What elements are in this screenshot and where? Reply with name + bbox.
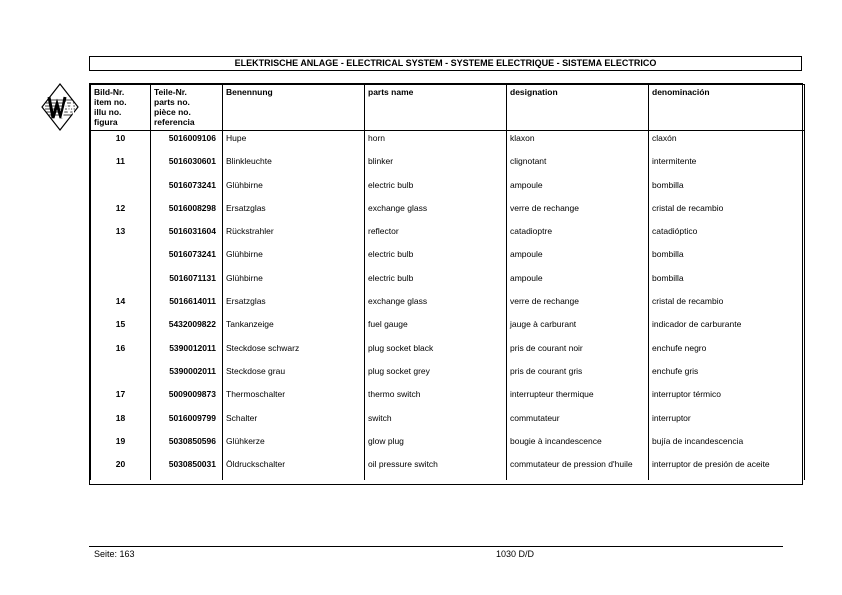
cell-parts-name: plug socket black — [365, 341, 507, 364]
table-header-row — [91, 85, 805, 131]
cell-designation: pris de courant gris — [507, 364, 649, 387]
cell-item-no — [91, 247, 151, 270]
cell-designation: ampoule — [507, 271, 649, 294]
header-bild — [91, 85, 151, 131]
cell-denominacion: enchufe gris — [649, 364, 805, 387]
cell-benennung: Schalter — [223, 411, 365, 434]
cell-denominacion: bombilla — [649, 271, 805, 294]
cell-benennung: Glühkerze — [223, 434, 365, 457]
table-row — [91, 131, 805, 155]
cell-denominacion: cristal de recambio — [649, 294, 805, 317]
header-bild-en: item no. — [94, 97, 127, 107]
table-row — [91, 341, 805, 364]
cell-part-no: 5016030601 — [151, 154, 223, 177]
cell-designation: jauge à carburant — [507, 317, 649, 340]
cell-benennung: Glühbirne — [223, 271, 365, 294]
cell-part-no: 5030850596 — [151, 434, 223, 457]
cell-denominacion: intermitente — [649, 154, 805, 177]
cell-denominacion: bujía de incandescencia — [649, 434, 805, 457]
header-denominacion: denominación — [649, 85, 805, 131]
header-teil-es: referencia — [154, 117, 195, 127]
header-teil — [151, 85, 223, 131]
cell-parts-name: glow plug — [365, 434, 507, 457]
cell-item-no: 12 — [91, 201, 151, 224]
cell-designation: klaxon — [507, 131, 649, 155]
cell-item-no: 10 — [91, 131, 151, 155]
cell-parts-name: thermo switch — [365, 387, 507, 410]
cell-benennung: Steckdose schwarz — [223, 341, 365, 364]
cell-parts-name: horn — [365, 131, 507, 155]
cell-part-no: 5016031604 — [151, 224, 223, 247]
cell-designation: verre de rechange — [507, 201, 649, 224]
header-benennung: Benennung — [223, 85, 365, 131]
cell-item-no — [91, 364, 151, 387]
cell-item-no: 17 — [91, 387, 151, 410]
cell-item-no: 15 — [91, 317, 151, 340]
cell-part-no: 5016073241 — [151, 247, 223, 270]
header-bild-fr: illu no. — [94, 107, 122, 117]
cell-parts-name: oil pressure switch — [365, 457, 507, 480]
cell-parts-name: electric bulb — [365, 271, 507, 294]
header-parts-name: parts name — [365, 85, 507, 131]
cell-denominacion: catadióptico — [649, 224, 805, 247]
cell-parts-name: blinker — [365, 154, 507, 177]
cell-parts-name: fuel gauge — [365, 317, 507, 340]
cell-benennung: Rückstrahler — [223, 224, 365, 247]
cell-designation: commutateur — [507, 411, 649, 434]
footer-divider — [89, 546, 783, 547]
cell-item-no — [91, 271, 151, 294]
cell-denominacion: indicador de carburante — [649, 317, 805, 340]
cell-part-no: 5016614011 — [151, 294, 223, 317]
cell-benennung: Ersatzglas — [223, 294, 365, 317]
table-row — [91, 387, 805, 410]
cell-item-no: 19 — [91, 434, 151, 457]
cell-part-no: 5030850031 — [151, 457, 223, 480]
table-row — [91, 271, 805, 294]
cell-denominacion: interruptor de presión de aceite — [649, 457, 805, 480]
cell-benennung: Öldruckschalter — [223, 457, 365, 480]
cell-denominacion: claxón — [649, 131, 805, 155]
cell-part-no: 5016071131 — [151, 271, 223, 294]
cell-part-no: 5016009106 — [151, 131, 223, 155]
cell-parts-name: switch — [365, 411, 507, 434]
cell-benennung: Thermoschalter — [223, 387, 365, 410]
cell-designation: catadioptre — [507, 224, 649, 247]
table-row — [91, 411, 805, 434]
cell-parts-name: exchange glass — [365, 294, 507, 317]
cell-designation: commutateur de pression d'huile — [507, 457, 649, 480]
table-row — [91, 154, 805, 177]
cell-denominacion: bombilla — [649, 247, 805, 270]
cell-parts-name: electric bulb — [365, 247, 507, 270]
cell-item-no: 20 — [91, 457, 151, 480]
cell-designation: pris de courant noir — [507, 341, 649, 364]
cell-parts-name: exchange glass — [365, 201, 507, 224]
cell-benennung: Glühbirne — [223, 178, 365, 201]
page-number: Seite: 163 — [94, 549, 135, 559]
cell-designation: bougie à incandescence — [507, 434, 649, 457]
cell-denominacion: interruptor térmico — [649, 387, 805, 410]
cell-item-no: 13 — [91, 224, 151, 247]
table-row — [91, 434, 805, 457]
header-bild-de: Bild-Nr. — [94, 87, 125, 97]
header-teil-en: parts no. — [154, 97, 190, 107]
table-row — [91, 317, 805, 340]
cell-parts-name: electric bulb — [365, 178, 507, 201]
cell-parts-name: reflector — [365, 224, 507, 247]
cell-benennung: Steckdose grau — [223, 364, 365, 387]
cell-part-no: 5432009822 — [151, 317, 223, 340]
cell-designation: interrupteur thermique — [507, 387, 649, 410]
cell-item-no — [91, 178, 151, 201]
table-row — [91, 457, 805, 480]
cell-denominacion: interruptor — [649, 411, 805, 434]
cell-designation: clignotant — [507, 154, 649, 177]
cell-part-no: 5016073241 — [151, 178, 223, 201]
table-row — [91, 364, 805, 387]
cell-designation: verre de rechange — [507, 294, 649, 317]
table-row — [91, 201, 805, 224]
section-title: ELEKTRISCHE ANLAGE - ELECTRICAL SYSTEM - SYSTEME ELECTRIQUE - SISTEMA ELECTRICO — [89, 56, 802, 71]
cell-benennung: Glühbirne — [223, 247, 365, 270]
cell-parts-name: plug socket grey — [365, 364, 507, 387]
cell-part-no: 5016009799 — [151, 411, 223, 434]
cell-item-no: 18 — [91, 411, 151, 434]
table-row — [91, 294, 805, 317]
cell-item-no: 14 — [91, 294, 151, 317]
cell-denominacion: cristal de recambio — [649, 201, 805, 224]
document-code: 1030 D/D — [496, 549, 535, 559]
cell-item-no: 11 — [91, 154, 151, 177]
parts-table — [89, 83, 803, 485]
cell-designation: ampoule — [507, 178, 649, 201]
table-row — [91, 247, 805, 270]
header-teil-de: Teile-Nr. — [154, 87, 187, 97]
header-designation: designation — [507, 85, 649, 131]
header-bild-es: figura — [94, 117, 118, 127]
cell-benennung: Tankanzeige — [223, 317, 365, 340]
cell-part-no: 5009009873 — [151, 387, 223, 410]
cell-part-no: 5390002011 — [151, 364, 223, 387]
cell-part-no: 5016008298 — [151, 201, 223, 224]
cell-benennung: Hupe — [223, 131, 365, 155]
cell-denominacion: enchufe negro — [649, 341, 805, 364]
cell-item-no: 16 — [91, 341, 151, 364]
wm-logo-icon — [40, 82, 80, 132]
cell-designation: ampoule — [507, 247, 649, 270]
cell-denominacion: bombilla — [649, 178, 805, 201]
table-row — [91, 178, 805, 201]
header-teil-fr: pièce no. — [154, 107, 191, 117]
cell-part-no: 5390012011 — [151, 341, 223, 364]
cell-benennung: Blinkleuchte — [223, 154, 365, 177]
cell-benennung: Ersatzglas — [223, 201, 365, 224]
table-row — [91, 224, 805, 247]
